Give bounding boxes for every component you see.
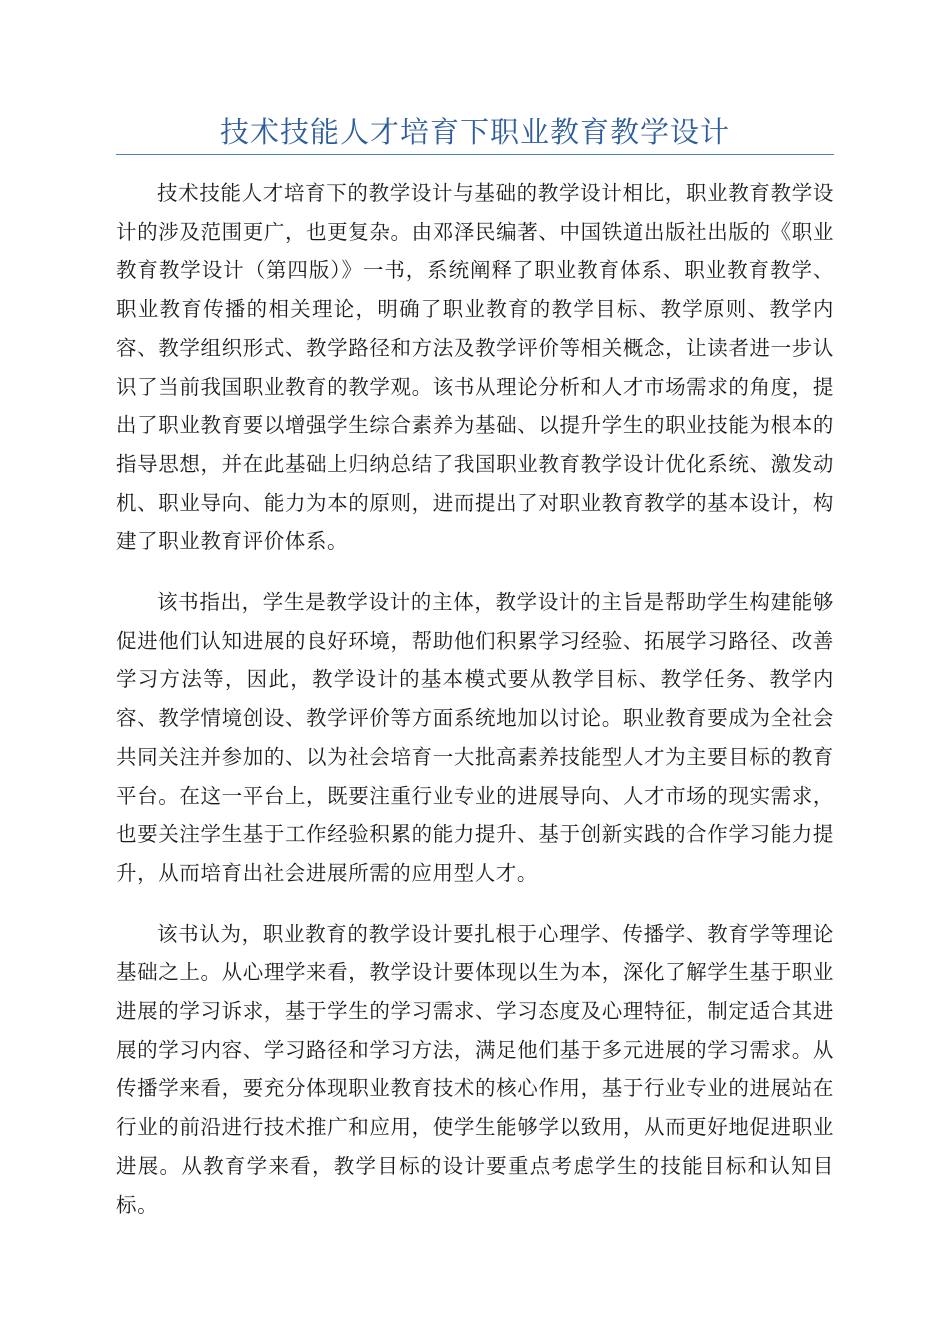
paragraph-1: 技术技能人才培育下的教学设计与基础的教学设计相比，职业教育教学设计的涉及范围更广，也更复杂。由邓泽民编著、中国铁道出版社出版的《职业教育教学设计（第四版）》一书，系统阐释了职业教育体系、职业教育教学、职业教育传播的相关理论，明确了职业教育的教学目标、教学原则、教学内容、教学组织形式、教学路径和方法及教学评价等相关概念，让读者进一步认识了当前我国职业教育的教学观。该书从理论分析和人才市场需求的角度，提出了职业教育要以增强学生综合素养为基础、以提升学生的职业技能为根本的指导思想，并在此基础上归纳总结了我国职业教育教学设计优化系统、激发动机、职业导向、能力为本的原则，进而提出了对职业教育教学的基本设计，构建了职业教育评价体系。 [116, 181, 834, 554]
paragraph-3: 该书认为，职业教育的教学设计要扎根于心理学、传播学、教育学等理论基础之上。从心理学来看，教学设计要体现以生为本，深化了解学生基于职业进展的学习诉求，基于学生的学习需求、学习态度及心理特征，制定适合其进展的学习内容、学习路径和学习方法，满足他们基于多元进展的学习需求。从传播学来看，要充分体现职业教育技术的核心作用，基于行业专业的进展站在行业的前沿进行技术推广和应用，使学生能够学以致用，从而更好地促进职业进展。从教育学来看，教学目标的设计要重点考虑学生的技能目标和认知目标。 [116, 921, 834, 1217]
document-body [116, 174, 834, 1246]
document-title: 技术技能人才培育下职业教育教学设计 [219, 115, 730, 149]
paragraph-2: 该书指出，学生是教学设计的主体，教学设计的主旨是帮助学生构建能够促进他们认知进展的良好环境，帮助他们积累学习经验、拓展学习路径、改善学习方法等，因此，教学设计的基本模式要从教学目标、教学任务、教学内容、教学情境创设、教学评价等方面系统地加以讨论。职业教育要成为全社会共同关注并参加的、以为社会培育一大批高素养技能型人才为主要目标的教育平台。在这一平台上，既要注重行业专业的进展导向、人才市场的现实需求，也要关注学生基于工作经验积累的能力提升、基于创新实践的合作学习能力提升，从而培育出社会进展所需的应用型人才。 [116, 590, 834, 885]
title-underline [116, 154, 834, 155]
